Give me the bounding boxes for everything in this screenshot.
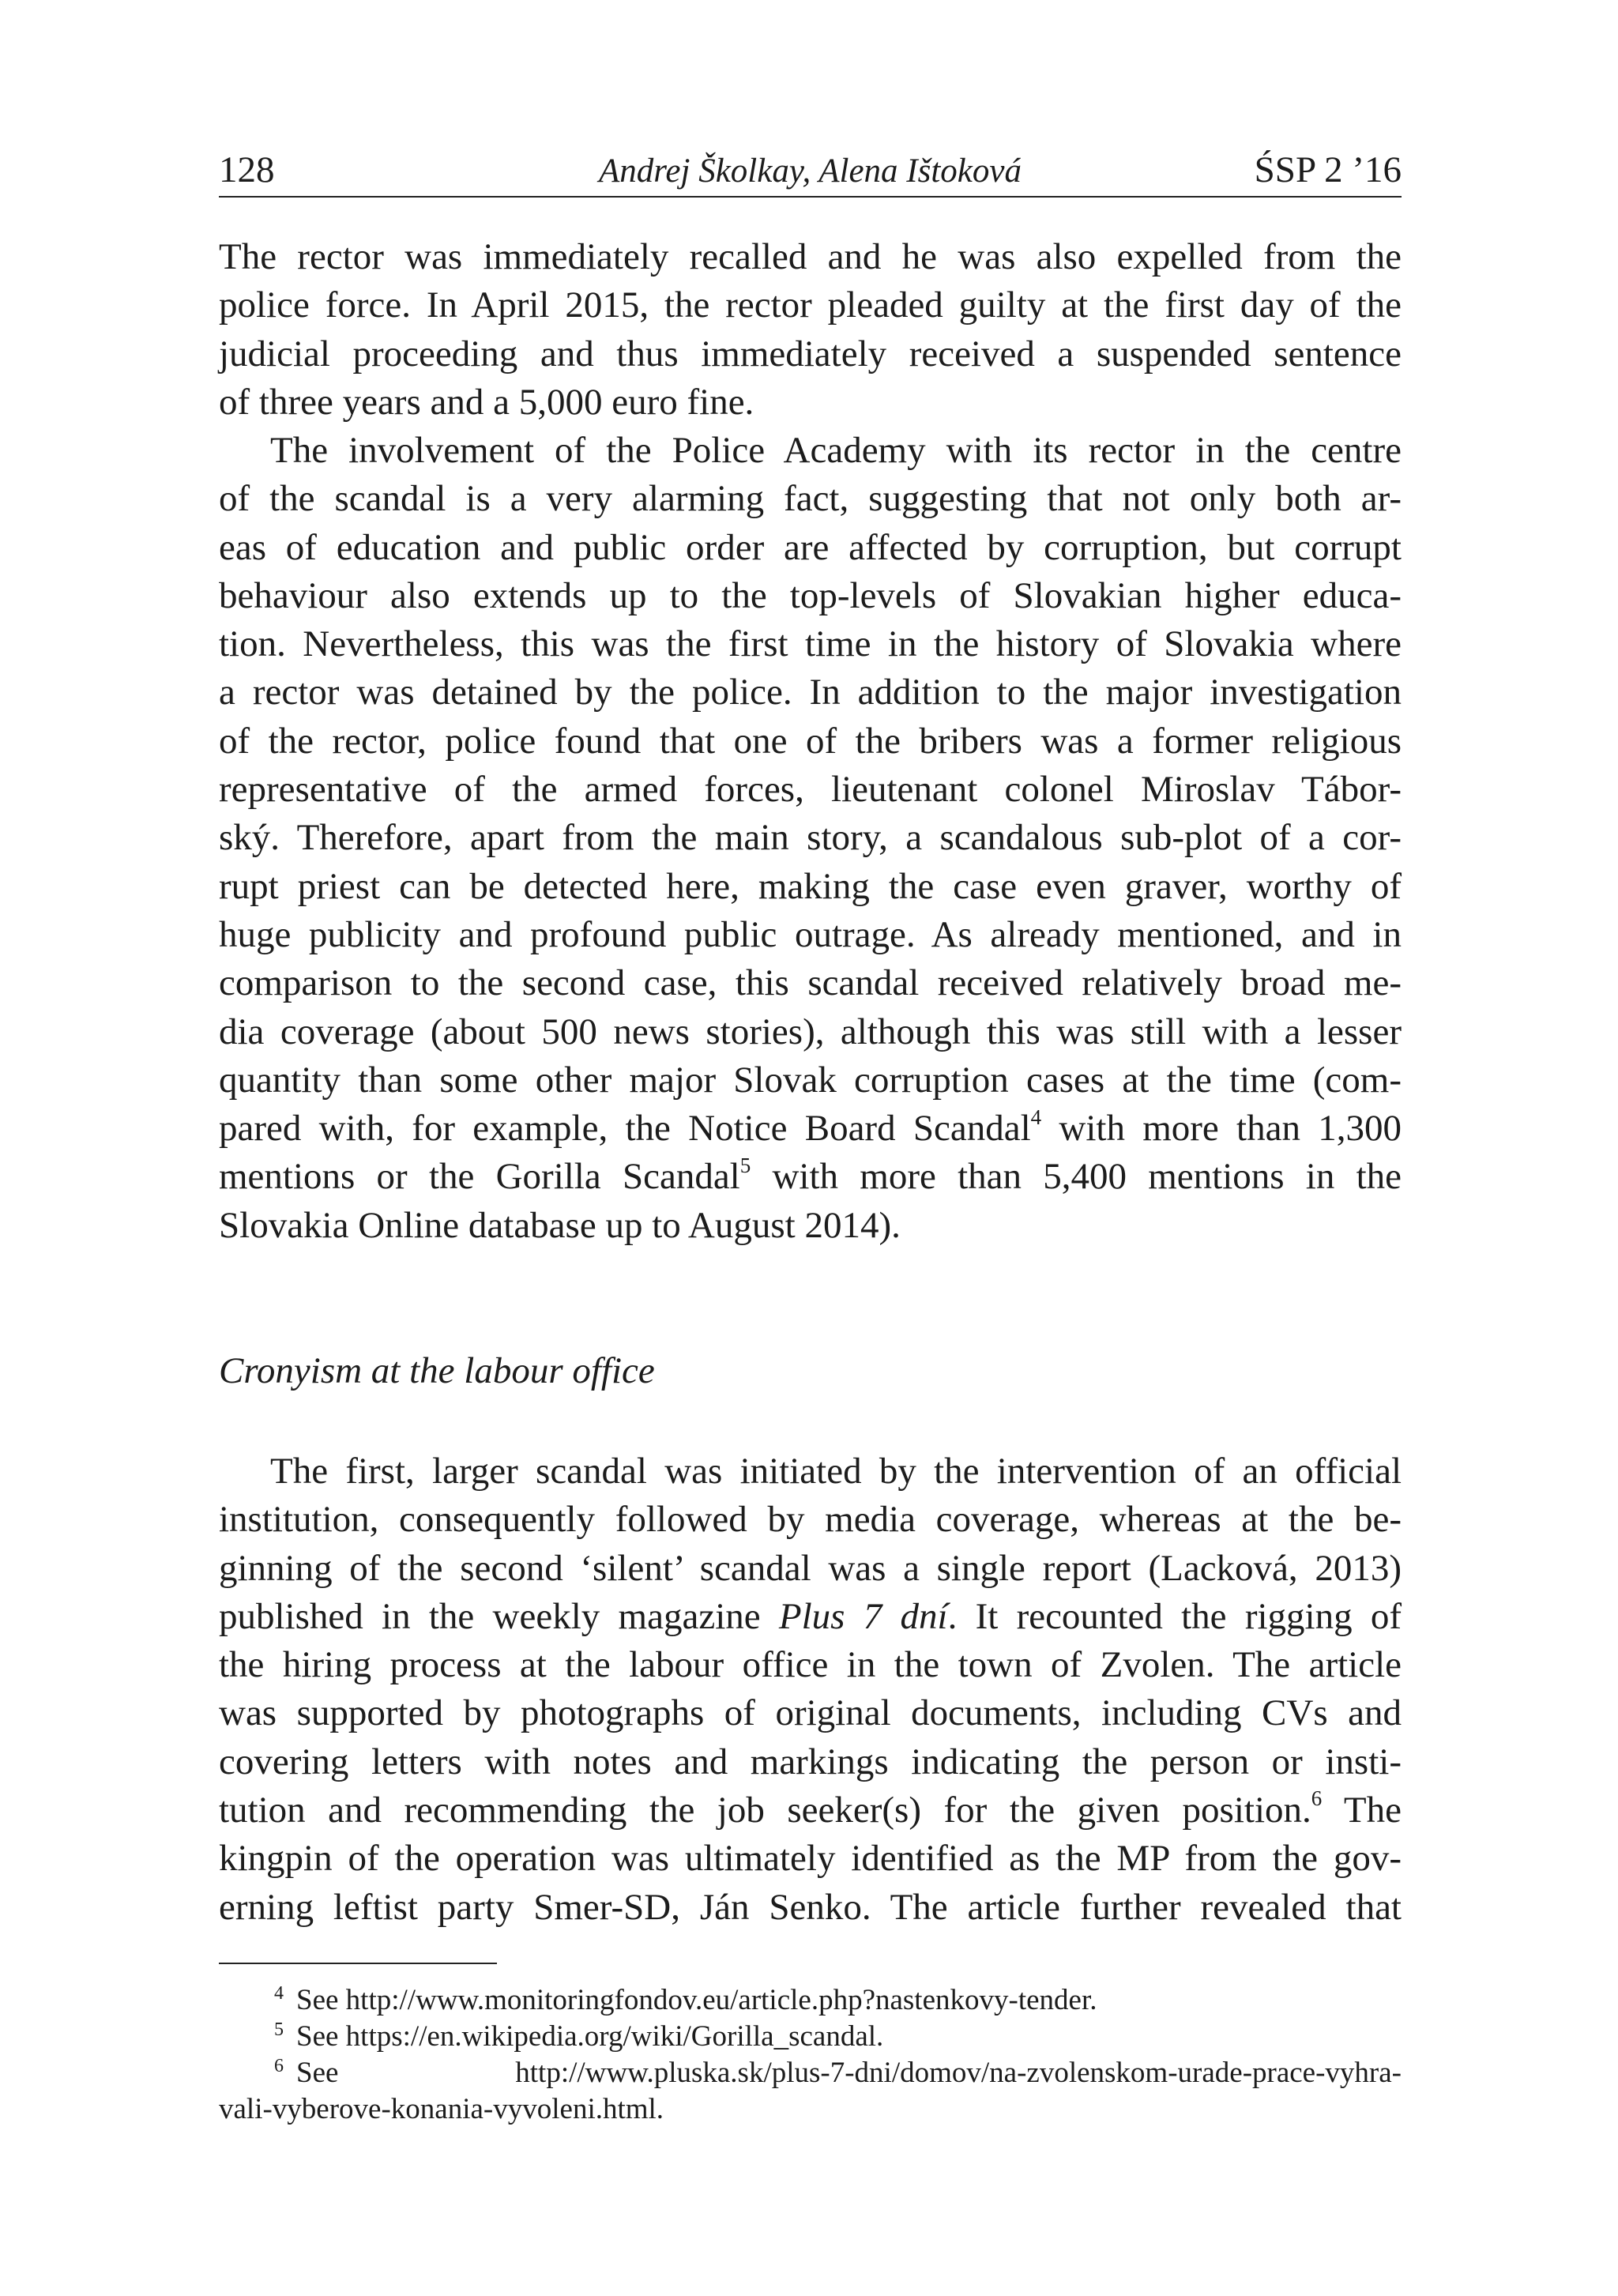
footnote-number: 6 (274, 2056, 284, 2076)
paragraph-1 (219, 233, 1402, 427)
text-line: of the rector, police found that one of the bribers was a former religious (219, 720, 1402, 762)
footnote (219, 1982, 1402, 2019)
footnote-text[interactable]: See https://en.wikipedia.org/wiki/Gorilla_scandal. (296, 2020, 884, 2053)
text-segment: with more than 5,400 mentions in the (751, 1156, 1402, 1198)
text-line: dia coverage (about 500 news stories), although this was still with a lesser (219, 1011, 1402, 1052)
text-line: of three years and a 5,000 euro fine. (219, 381, 754, 423)
text-segment: published in the weekly magazine (219, 1595, 779, 1637)
running-head (219, 141, 1402, 198)
text-line: ginning of the second ‘silent’ scandal was a single report (Lacková, 2013) (219, 1547, 1402, 1589)
text-line: The involvement of the Police Academy with its rector in the centre (270, 430, 1402, 471)
text-segment: with more than 1,300 (1041, 1108, 1402, 1150)
text-line (219, 1593, 1402, 1641)
page-number: 128 (219, 149, 275, 190)
text-line (219, 1105, 1402, 1153)
footnote-number: 5 (274, 2019, 284, 2040)
text-line: a rector was detained by the police. In addition to the major investigation (219, 672, 1402, 713)
text-line: Slovakia Online database up to August 2014). (219, 1204, 901, 1246)
text-line: of the scandal is a very alarming fact, suggesting that not only both ar- (219, 478, 1402, 520)
footnote (219, 2019, 1402, 2055)
text-line: comparison to the second case, this scandal received relatively broad me- (219, 962, 1402, 1004)
text-line: the hiring process at the labour office in the town of Zvolen. The article (219, 1644, 1402, 1686)
text-line: judicial proceeding and thus immediately received a suspended sentence (219, 333, 1402, 375)
text-line (219, 1153, 1402, 1201)
text-line: ský. Therefore, apart from the main story, a scandalous sub-plot of a cor- (219, 817, 1402, 859)
page (219, 0, 1402, 2296)
footnote-divider (219, 1963, 497, 1964)
running-head-authors: Andrej Školkay, Alena Ištoková (599, 152, 1022, 190)
text-segment: tution and recommending the job seeker(s) for the given position. (219, 1790, 1311, 1831)
footnote-number: 4 (274, 1983, 284, 2004)
footnote-ref-5[interactable]: 5 (739, 1153, 751, 1177)
text-line: erning leftist party Smer-SD, Ján Senko. The article further revealed that (219, 1886, 1402, 1928)
text-line: tion. Nevertheless, this was the first time in the history of Slovakia where (219, 623, 1402, 665)
text-line: The rector was immediately recalled and he was also expelled from the (219, 236, 1402, 277)
text-line: was supported by photographs of original documents, including CVs and (219, 1692, 1402, 1734)
paragraph-3 (219, 1447, 1402, 1932)
footnote-ref-6[interactable]: 6 (1311, 1786, 1323, 1811)
text-line: rupt priest can be detected here, making the case even graver, worthy of (219, 865, 1402, 907)
footnote-text[interactable]: See http://www.monitoringfondov.eu/article.php?nastenkovy-tender. (296, 1984, 1097, 2016)
text-line (219, 1786, 1402, 1835)
footnote-continuation[interactable]: vali-vyberove-konania-vyvoleni.html. (219, 2093, 664, 2125)
text-segment: The (1322, 1790, 1402, 1831)
text-line: behaviour also extends up to the top-levels of Slovakian higher educa- (219, 574, 1402, 616)
footnotes (219, 1982, 1402, 2128)
text-line: police force. In April 2015, the rector pleaded guilty at the first day of the (219, 284, 1402, 326)
text-line: institution, consequently followed by media coverage, whereas at the be- (219, 1499, 1402, 1541)
text-line: kingpin of the operation was ultimately identified as the MP from the gov- (219, 1838, 1402, 1880)
footnote-ref-4[interactable]: 4 (1030, 1105, 1042, 1129)
paragraph-2 (219, 427, 1402, 1250)
section-heading: Cronyism at the labour office (219, 1350, 655, 1391)
text-line: representative of the armed forces, lieutenant colonel Miroslav Tábor- (219, 769, 1402, 811)
footnote (219, 2055, 1402, 2091)
text-line: covering letters with notes and markings indicating the person or insti- (219, 1741, 1402, 1782)
magazine-title: Plus 7 dní (778, 1595, 948, 1637)
text-segment: . It recounted the rigging of (947, 1595, 1402, 1637)
text-line: The first, larger scandal was initiated by the intervention of an official (270, 1451, 1402, 1492)
text-line: huge publicity and profound public outrage. As already mentioned, and in (219, 913, 1402, 955)
running-head-journal: ŚSP 2 ’16 (1254, 149, 1402, 190)
text-line: quantity than some other major Slovak corruption cases at the time (com- (219, 1059, 1402, 1101)
footnote-text[interactable]: See http://www.pluska.sk/plus-7-dni/domov/na-zvolenskom-urade-prace-vyhra- (296, 2057, 1402, 2089)
text-segment: mentions or the Gorilla Scandal (219, 1156, 740, 1198)
text-segment: pared with, for example, the Notice Board Scandal (219, 1108, 1031, 1150)
text-line: eas of education and public order are affected by corruption, but corrupt (219, 526, 1402, 568)
